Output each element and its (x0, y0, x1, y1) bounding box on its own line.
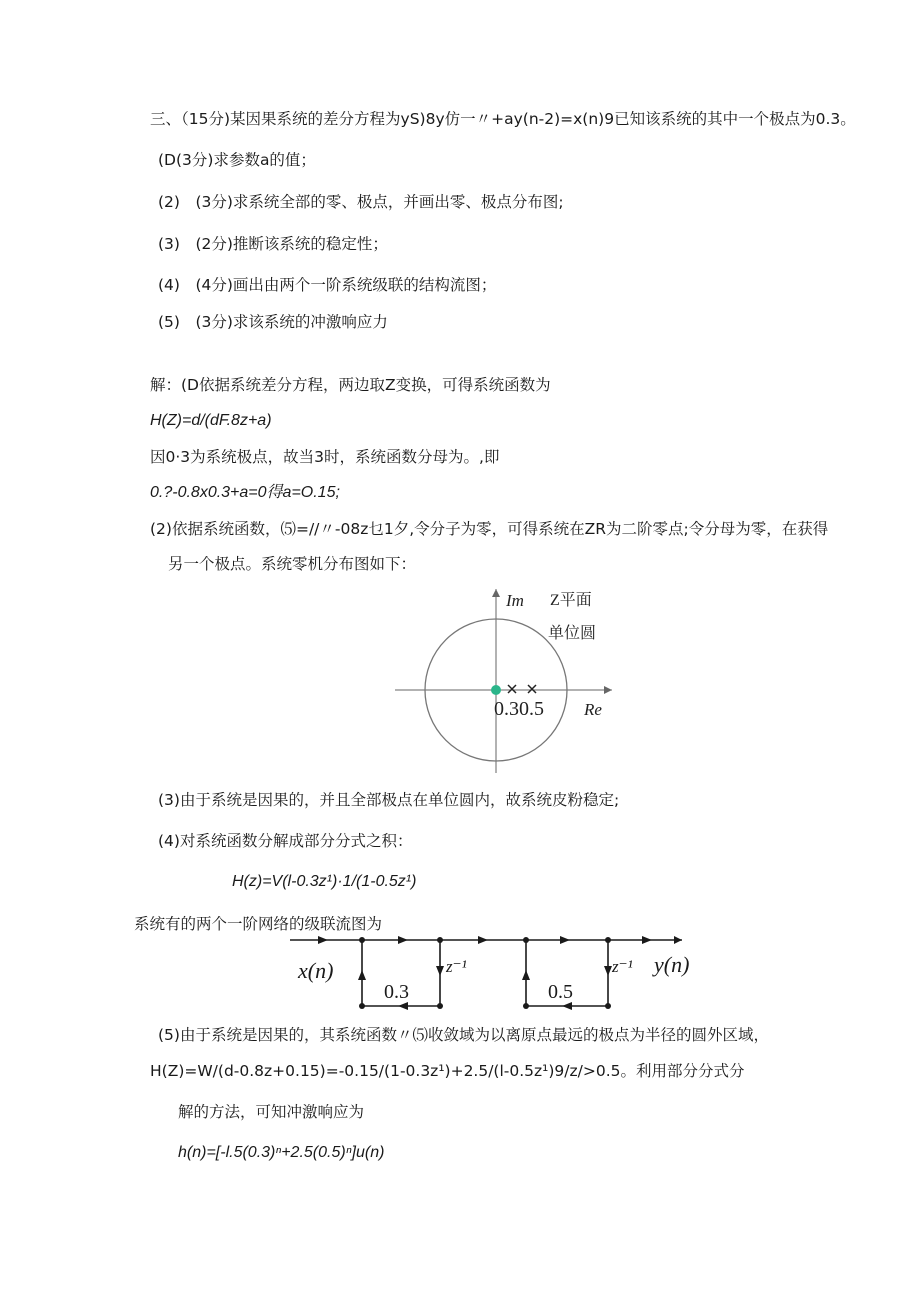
cascade-intro: 系统有的两个一阶网络的级联流图为 (134, 915, 383, 933)
delay-label-2: z⁻¹ (612, 957, 633, 976)
solution-intro: 解：(D依据系统差分方程，两边取Z变换，可得系统函数为 (150, 376, 551, 394)
pole-values-label: 0.30.5 (494, 698, 544, 720)
method-line: 解的方法，可知冲激响应为 (178, 1103, 365, 1121)
factor-formula: H(z)=V(l-0.3z¹)·1/(1-0.5z¹) (232, 873, 417, 890)
delay-label-1: z⁻¹ (446, 957, 467, 976)
partial-fraction-formula: H(Z)=W/(d-0.8z+0.15)=-0.15/(1-0.3z¹)+2.5/(l-0.5z¹)9/z/>0.5。利用部分分式分 (150, 1062, 745, 1080)
zplane-diagram (390, 585, 620, 775)
part5: (5)由于系统是因果的，其系统函数〃⑸收敛域为以离原点最远的极点为半径的圆外区域， (158, 1026, 769, 1044)
part3: (3)由于系统是因果的，并且全部极点在单位圆内，故系统皮粉稳定; (158, 791, 620, 809)
question-5: (5) (3分)求该系统的冲激响应力 (158, 313, 388, 331)
part2-line2: 另一个极点。系统零机分布图如下： (168, 555, 417, 573)
part4: (4)对系统函数分解成部分分式之积： (158, 832, 413, 850)
impulse-response-formula: h(n)=[-l.5(0.3)ⁿ+2.5(0.5)ⁿ]u(n) (178, 1144, 385, 1161)
a-value-formula: 0.?-0.8x0.3+a=0得a=O.15; (150, 484, 340, 501)
pole-marker-2 (528, 685, 536, 693)
re-axis-label: Re (584, 700, 602, 719)
z-plane-label: Z平面 (550, 592, 592, 609)
question-1: (D(3分)求参数a的值； (158, 151, 316, 169)
pole-marker-1 (508, 685, 516, 693)
part2-line1: (2)依据系统函数，⑸=//〃-08z乜1夕,令分子为零，可得系统在ZR为二阶零点;令分母为零，在获得 (150, 520, 829, 538)
im-axis-label: Im (506, 591, 524, 610)
coef-label-2: 0.5 (548, 981, 573, 1003)
zero-marker (491, 685, 501, 695)
problem-header: 三、（15分)某因果系统的差分方程为yS)8y仿一〃+ay(n-2)=x(n)9已知该系统的其中一个极点为0.3。 (150, 110, 856, 128)
output-label: y(n) (654, 952, 690, 977)
system-function-formula: H(Z)=d/(dF.8z+a) (150, 412, 272, 429)
cascade-flow-graph (290, 930, 690, 1014)
unit-circle-label: 单位圆 (548, 625, 597, 642)
coef-label-1: 0.3 (384, 981, 409, 1003)
question-2: (2) (3分)求系统全部的零、极点，并画出零、极点分布图; (158, 193, 564, 211)
pole-statement: 因0·3为系统极点，故当3时，系统函数分母为。,即 (150, 448, 500, 466)
input-label: x(n) (298, 958, 334, 983)
question-4: (4) (4分)画出由两个一阶系统级联的结构流图； (158, 276, 497, 294)
question-3: (3) (2分)推断该系统的稳定性； (158, 235, 388, 253)
